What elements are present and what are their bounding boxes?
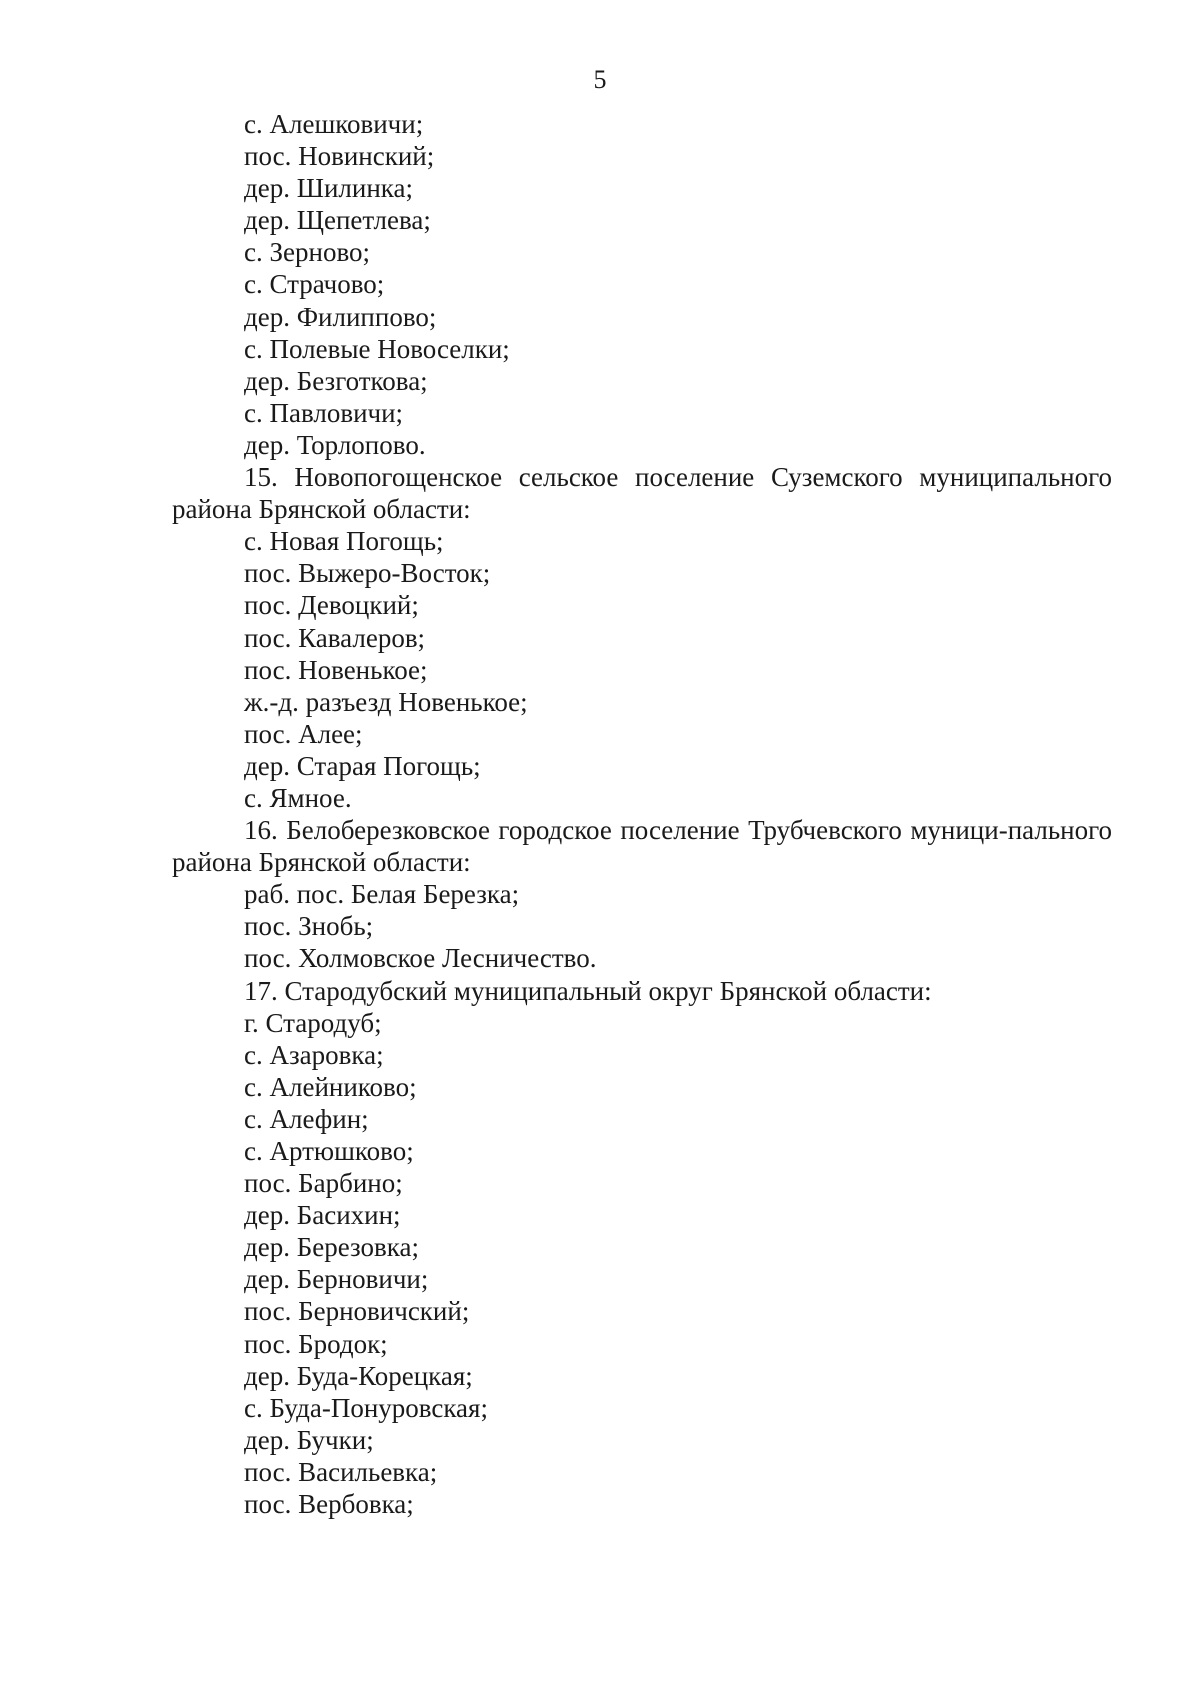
list-item: с. Ямное. xyxy=(244,782,352,813)
list-item: пос. Девоцкий; xyxy=(244,590,419,621)
list-item: дер. Басихин; xyxy=(244,1200,401,1231)
list-item: дер. Берновичи; xyxy=(244,1264,429,1295)
list-item: г. Стародуб; xyxy=(244,1007,382,1038)
list-item: с. Страчово; xyxy=(244,269,385,300)
list-item: с. Павловичи; xyxy=(244,397,404,428)
list-item: ж.-д. разъезд Новенькое; xyxy=(244,686,528,717)
list-item: с. Новая Погощь; xyxy=(244,526,444,557)
list-item: дер. Шилинка; xyxy=(244,173,413,204)
list-item: пос. Кавалеров; xyxy=(244,622,426,653)
list-item: дер. Буда-Корецкая; xyxy=(244,1360,473,1391)
list-item: с. Азаровка; xyxy=(244,1039,384,1070)
section-heading-15: 15. Новопогощенское сельское поселение Суземского муниципального района Брянской области: xyxy=(172,462,1112,525)
list-item: дер. Безготкова; xyxy=(244,365,428,396)
list-item: пос. Берновичский; xyxy=(244,1296,470,1327)
list-item: пос. Холмовское Лесничество. xyxy=(244,943,597,974)
settlement-list xyxy=(172,108,1112,1520)
section-heading-17: 17. Стародубский муниципальный округ Брянской области: xyxy=(244,975,932,1006)
list-item: дер. Щепетлева; xyxy=(244,205,431,236)
list-item: пос. Выжеро-Восток; xyxy=(244,558,491,589)
list-item: пос. Знобь; xyxy=(244,911,374,942)
list-item: с. Полевые Новоселки; xyxy=(244,333,510,364)
list-item: дер. Березовка; xyxy=(244,1232,419,1263)
list-item: пос. Барбино; xyxy=(244,1168,403,1199)
list-item: пос. Алее; xyxy=(244,718,363,749)
section-heading-16: 16. Белоберезковское городское поселение Трубчевского муници-пального района Брянской области: xyxy=(172,815,1112,878)
list-item: с. Алейниково; xyxy=(244,1071,417,1102)
list-item: с. Алефин; xyxy=(244,1103,369,1134)
list-item: пос. Новенькое; xyxy=(244,654,428,685)
list-item: пос. Вербовка; xyxy=(244,1489,414,1520)
list-item: с. Буда-Понуровская; xyxy=(244,1392,488,1423)
list-item: дер. Старая Погощь; xyxy=(244,750,481,781)
list-item: дер. Торлопово. xyxy=(244,429,426,460)
list-item: пос. Новинский; xyxy=(244,141,435,172)
list-item: раб. пос. Белая Березка; xyxy=(244,879,520,910)
list-item: пос. Васильевка; xyxy=(244,1456,438,1487)
list-item: с. Зерново; xyxy=(244,237,371,268)
list-item: с. Артюшково; xyxy=(244,1136,414,1166)
list-item: пос. Бродок; xyxy=(244,1328,388,1359)
list-item: дер. Бучки; xyxy=(244,1424,374,1455)
page-number: 5 xyxy=(593,65,607,94)
list-item: с. Алешковичи; xyxy=(244,109,424,139)
list-item: дер. Филиппово; xyxy=(244,301,437,332)
